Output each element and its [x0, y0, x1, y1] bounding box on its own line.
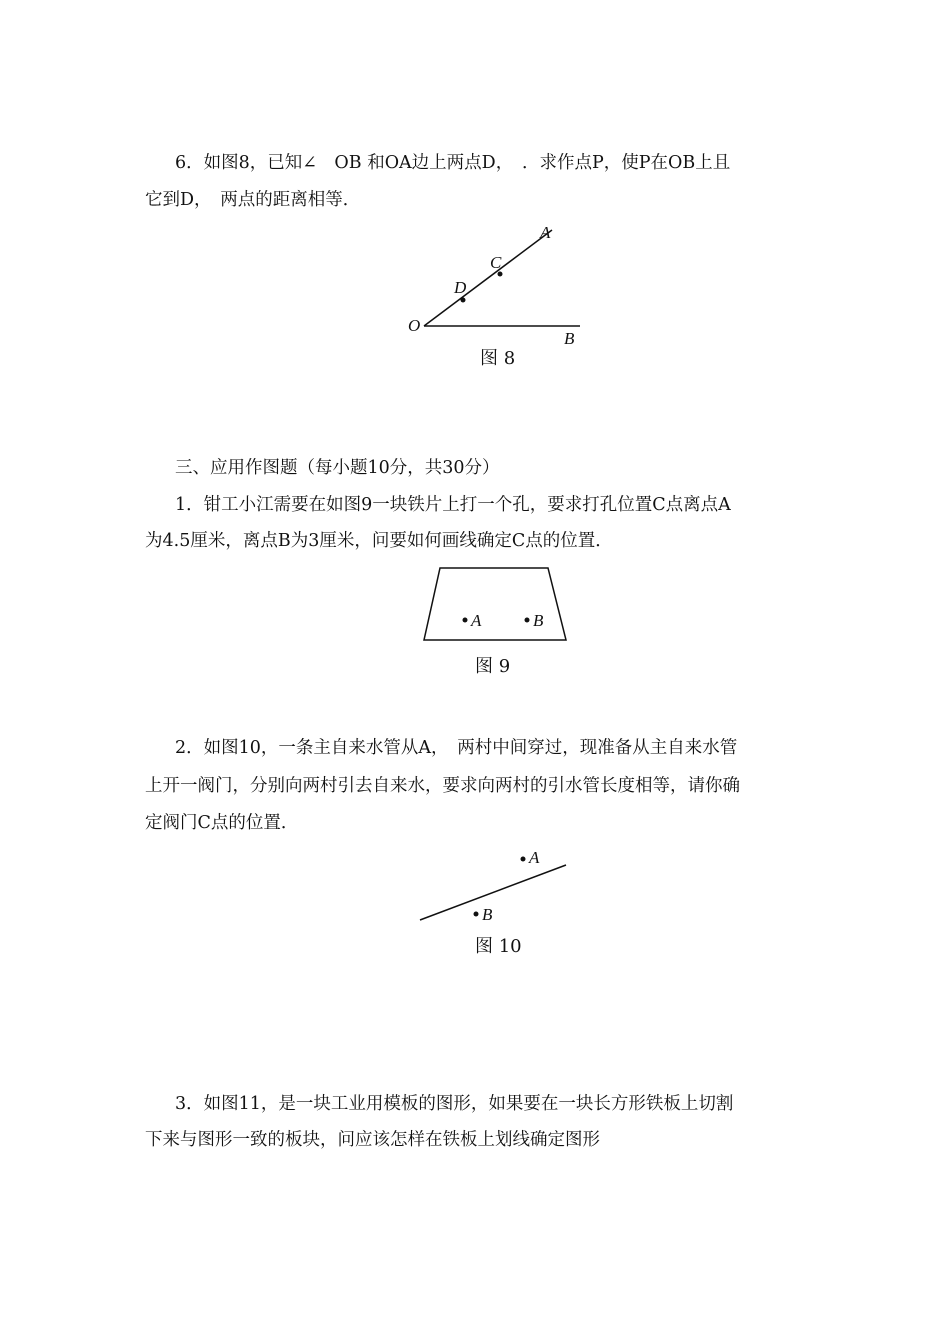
water-pipe-line — [420, 865, 566, 920]
label-c: C — [490, 253, 502, 272]
q2-line2: 上开一阀门，分别向两村引去自来水，要求向两村的引水管长度相等，请你确 — [145, 776, 740, 796]
q6-line2: 它到D， 两点的距离相等． — [145, 190, 361, 210]
label-o: O — [408, 316, 421, 335]
section3-heading: 三、应用作图题（每小题10分，共30分） — [175, 458, 500, 478]
q2-line1: 2．如图10，一条主自来水管从A， 两村中间穿过，现准备从主自来水管 — [175, 738, 738, 758]
label-d: D — [454, 278, 467, 297]
ray-oa — [424, 230, 552, 326]
figure-9-caption: 图 9 — [475, 656, 511, 677]
figure-8 — [408, 223, 580, 348]
q3-line1: 3．如图11，是一块工业用模板的图形，如果要在一块长方形铁板上切割 — [175, 1094, 734, 1114]
label-a: A — [540, 223, 551, 242]
label-a: A — [471, 611, 482, 630]
label-b: B — [564, 329, 575, 348]
point-a — [463, 618, 468, 623]
figure-10 — [420, 848, 566, 924]
q1-line2: 为4.5厘米，离点B为3厘米，问要如何画线确定C点的位置． — [145, 531, 613, 551]
point-b — [525, 618, 530, 623]
q1-line1: 1．钳工小江需要在如图9一块铁片上打一个孔，要求打孔位置C点离点A — [175, 495, 731, 515]
figure-10-caption: 图 10 — [475, 936, 522, 957]
label-b: B — [533, 611, 544, 630]
q3-line2: 下来与图形一致的板块，问应该怎样在铁板上划线确定图形 — [145, 1130, 600, 1150]
figure-8-caption: 图 8 — [480, 348, 516, 369]
q2-line3: 定阀门C点的位置． — [145, 813, 299, 833]
point-b — [474, 912, 479, 917]
label-b: B — [482, 905, 493, 924]
label-a: A — [529, 848, 540, 867]
point-a — [521, 857, 526, 862]
point-d — [461, 298, 466, 303]
trapezoid-plate — [424, 568, 566, 640]
point-c — [498, 272, 503, 277]
q6-line1: 6．如图8，已知∠ OB 和OA边上两点D， ．求作点P，使P在OB上且 — [175, 153, 731, 173]
figure-9 — [424, 568, 566, 640]
